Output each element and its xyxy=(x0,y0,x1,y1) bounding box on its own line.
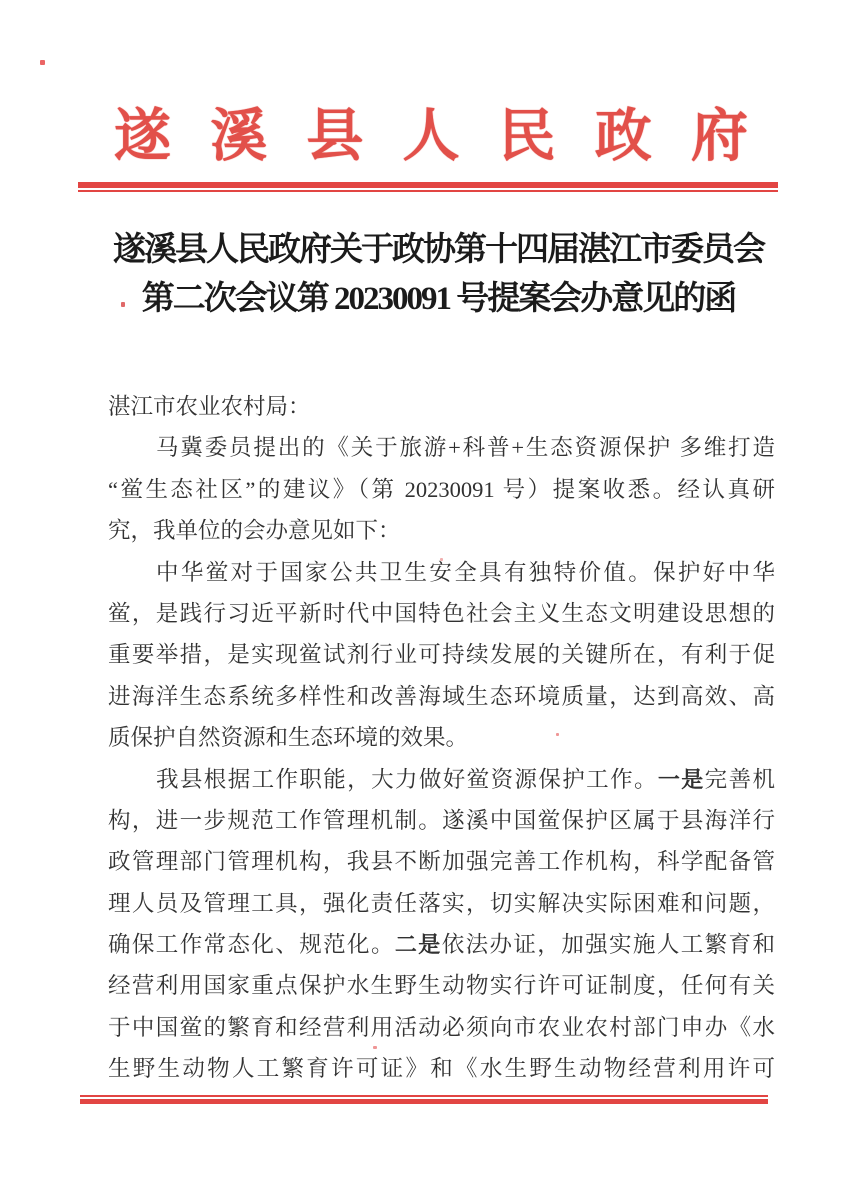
letterhead-char: 溪 xyxy=(210,105,268,168)
body-text-segment: 重要举措，是实现鲎试剂行业可持续发展的关键所在，有利于促 xyxy=(108,642,775,668)
letterhead-char: 人 xyxy=(402,105,460,168)
body-text-segment: “鲎生态社区”的建议》（第 20230091 号）提案收悉。经认真研 xyxy=(108,476,775,502)
body-text-segment: 完善机 xyxy=(704,766,775,792)
body-text-segment: 质保护自然资源和生态环境的效果。 xyxy=(108,725,469,751)
body-text-segment: 湛江市农业农村局： xyxy=(108,394,311,419)
document-body xyxy=(108,386,775,1090)
body-text-segment: 经营利用国家重点保护水生野生动物实行许可证制度，任何有关 xyxy=(108,973,775,999)
letterhead-char: 民 xyxy=(498,105,556,168)
body-line xyxy=(108,386,775,427)
footer-divider xyxy=(80,1095,768,1104)
body-line xyxy=(108,593,775,634)
body-text-segment: 马冀委员提出的《关于旅游+科普+生态资源保护 多维打造 xyxy=(156,435,775,461)
body-line xyxy=(108,965,775,1006)
body-text-segment: 究，我单位的会办意见如下： xyxy=(108,518,401,544)
body-text-segment: 政管理部门管理机构，我县不断加强完善工作机构，科学配备管 xyxy=(108,849,775,875)
body-line xyxy=(108,800,775,841)
divider-thick-bar xyxy=(80,1099,768,1104)
body-line xyxy=(108,469,775,510)
body-line xyxy=(108,676,775,717)
body-line xyxy=(108,427,775,468)
body-text-segment: 确保工作常态化、规范化。 xyxy=(108,932,395,958)
document-title-line1: 遂溪县人民政府关于政协第十四届湛江市委员会 xyxy=(113,232,764,268)
document-title-line2: 第二次会议第 20230091 号提案会办意见的函 xyxy=(141,281,736,317)
body-line xyxy=(108,1007,775,1048)
body-text-segment: 于中国鲎的繁育和经营利用活动必须向市农业农村部门申办《水 xyxy=(108,1014,775,1040)
body-line xyxy=(108,510,775,551)
document-title xyxy=(85,226,792,324)
body-text-segment: 中华鲎对于国家公共卫生安全具有独特价值。保护好中华 xyxy=(156,559,775,585)
body-text-segment: 鲎，是践行习近平新时代中国特色社会主义生态文明建设思想的 xyxy=(108,600,775,626)
emphasis-text: 二是 xyxy=(394,932,442,958)
divider-thin-bar xyxy=(78,190,778,192)
body-text-segment: 生野生动物人工繁育许可证》和《水生野生动物经营利用许可 xyxy=(108,1056,775,1082)
body-line xyxy=(108,883,775,924)
body-line xyxy=(108,1048,775,1089)
emphasis-text: 一是 xyxy=(657,766,705,792)
letterhead-char: 遂 xyxy=(114,105,171,168)
body-text-segment: 我县根据工作职能，大力做好鲎资源保护工作。 xyxy=(156,766,658,792)
letterhead-char: 政 xyxy=(594,105,652,168)
red-speck xyxy=(40,60,45,65)
body-text-segment: 理人员及管理工具，强化责任落实，切实解决实际困难和问题， xyxy=(108,890,775,916)
body-text-segment: 依法办证，加强实施人工繁育和 xyxy=(441,932,775,958)
body-line xyxy=(108,924,775,965)
body-text-segment: 构，进一步规范工作管理机制。遂溪中国鲎保护区属于县海洋行 xyxy=(108,807,775,833)
letterhead-char: 县 xyxy=(306,105,364,168)
body-line xyxy=(108,552,775,593)
body-line xyxy=(108,717,775,758)
body-line xyxy=(108,634,775,675)
letterhead-title xyxy=(114,91,748,171)
body-line xyxy=(108,841,775,882)
body-text-segment: 进海洋生态系统多样性和改善海域生态环境质量，达到高效、高 xyxy=(108,683,775,709)
body-line xyxy=(108,759,775,800)
letterhead-char: 府 xyxy=(690,105,748,168)
header-divider xyxy=(78,182,778,192)
